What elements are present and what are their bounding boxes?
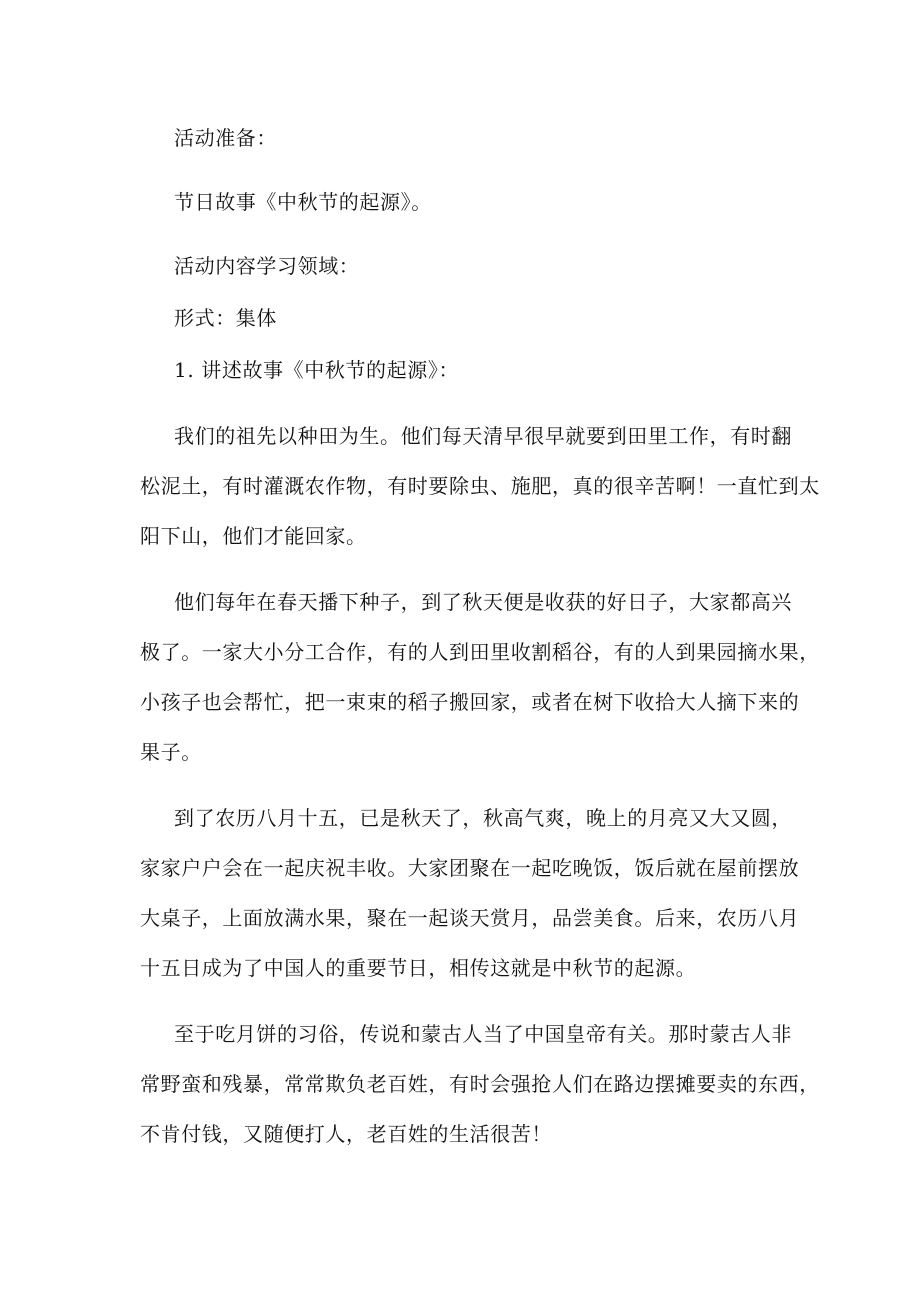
paragraph-line: 极了。一家大小分工合作，有的人到田里收割稻谷，有的人到果园摘水果， <box>140 640 820 664</box>
paragraph-line: 小孩子也会帮忙，把一束束的稻子搬回家，或者在树下收拾大人摘下来的 <box>140 690 800 714</box>
paragraph-line: 阳下山，他们才能回家。 <box>140 524 367 548</box>
list-item-heading: 1. 讲述故事《中秋节的起源》： <box>174 358 460 382</box>
paragraph-line: 到了农历八月十五，已是秋天了，秋高气爽，晚上的月亮又大又圆， <box>174 806 792 830</box>
paragraph-line: 家家户户会在一起庆祝丰收。大家团聚在一起吃晚饭，饭后就在屋前摆放 <box>140 856 800 880</box>
paragraph-line: 果子。 <box>140 740 202 764</box>
text-line: 形式：集体 <box>174 306 277 330</box>
section-heading-preparation: 活动准备： <box>174 126 277 150</box>
paragraph-line: 大桌子，上面放满水果，聚在一起谈天赏月，品尝美食。后来，农历八月 <box>140 906 800 930</box>
paragraph-line: 不肯付钱，又随便打人，老百姓的生活很苦！ <box>140 1122 552 1146</box>
text-line: 节日故事《中秋节的起源》。 <box>174 190 432 214</box>
paragraph-line: 常野蛮和残暴，常常欺负老百姓，有时会强抢人们在路边摆摊要卖的东西， <box>140 1072 820 1096</box>
paragraph-line: 松泥土，有时灌溉农作物，有时要除虫、施肥，真的很辛苦啊！一直忙到太 <box>140 474 820 498</box>
paragraph-line: 十五日成为了中国人的重要节日，相传这就是中秋节的起源。 <box>140 956 697 980</box>
paragraph-line: 至于吃月饼的习俗，传说和蒙古人当了中国皇帝有关。那时蒙古人非 <box>174 1022 792 1046</box>
paragraph-line: 我们的祖先以种田为生。他们每天清早很早就要到田里工作，有时翻 <box>174 424 792 448</box>
section-heading-content: 活动内容学习领域： <box>174 254 360 278</box>
paragraph-line: 他们每年在春天播下种子，到了秋天便是收获的好日子，大家都高兴 <box>174 590 792 614</box>
